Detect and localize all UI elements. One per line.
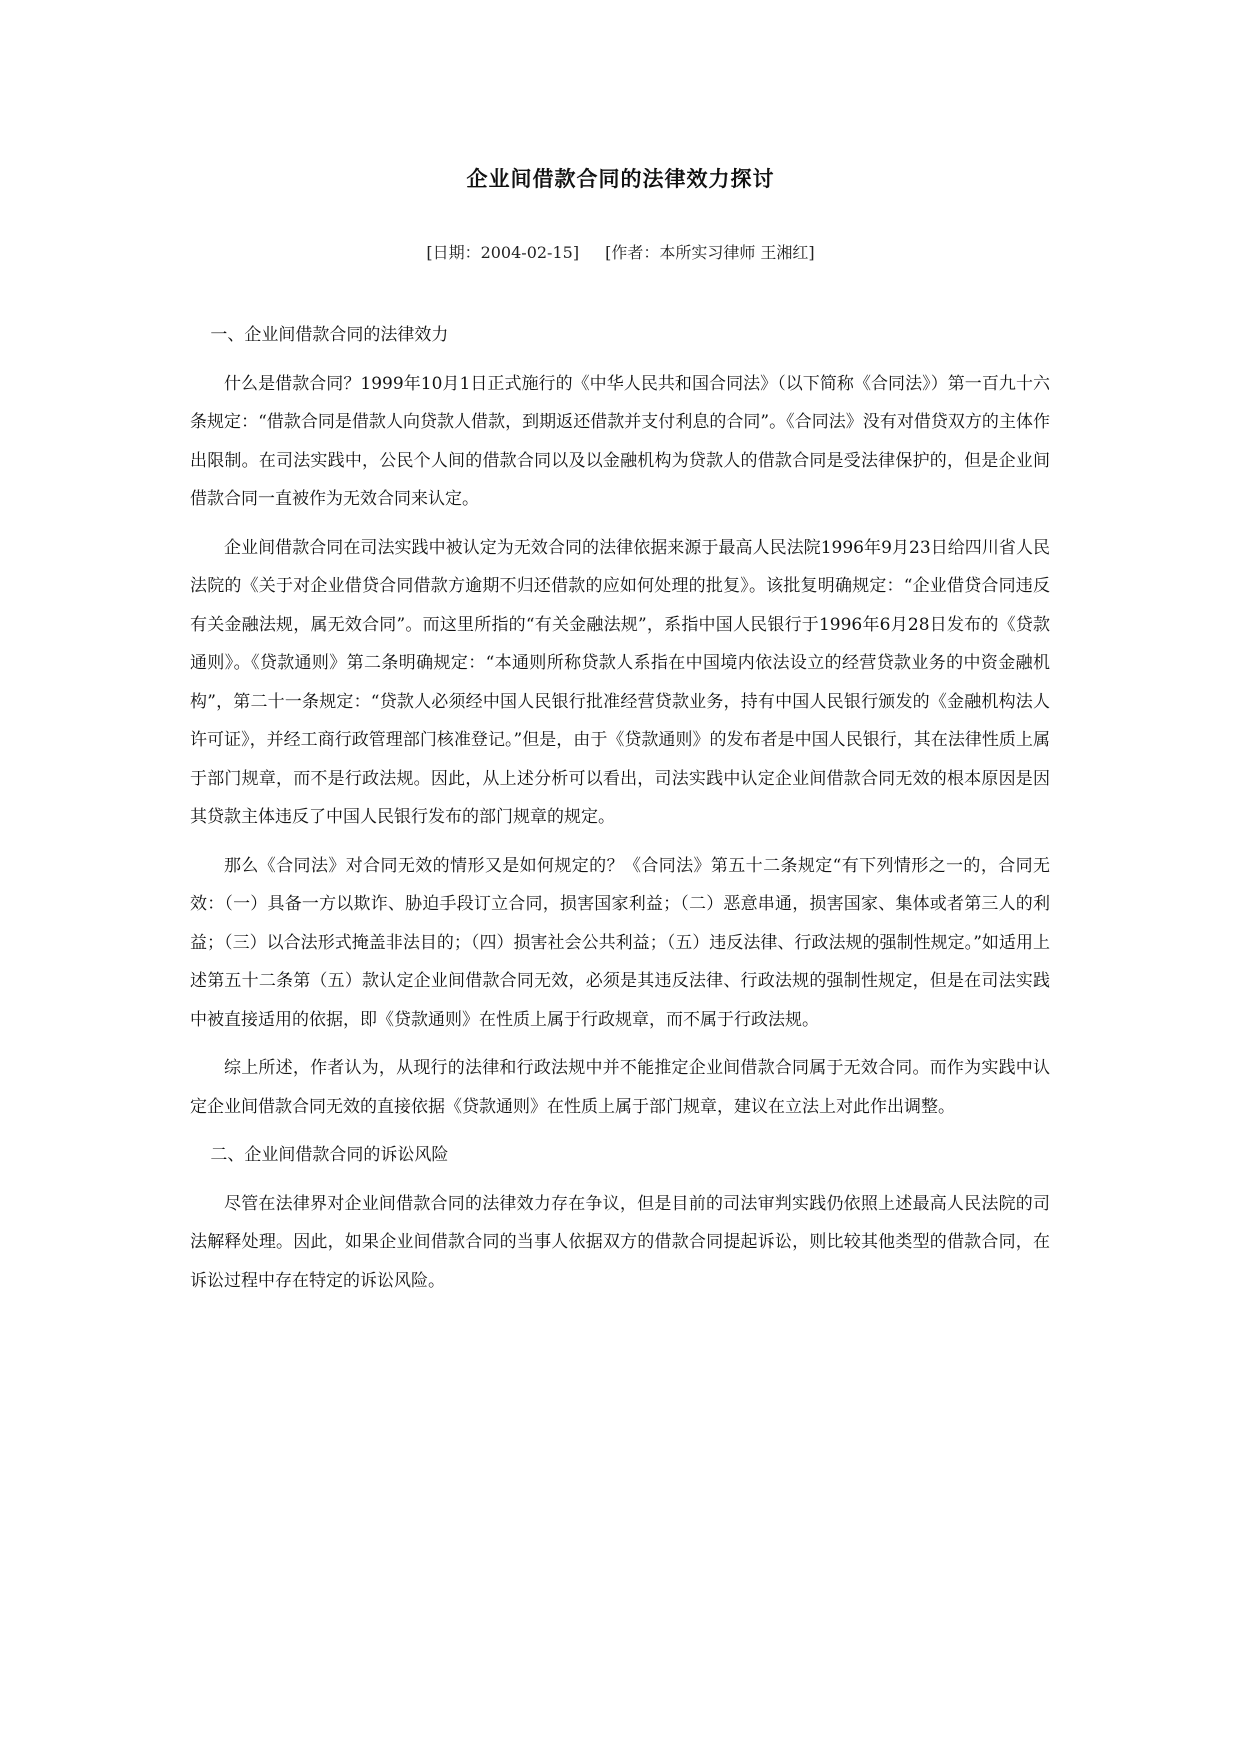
document-meta <box>0 240 1241 263</box>
author-label: [作者：本所实习律师 王湘红] <box>605 243 815 262</box>
document-title: 企业间借款合同的法律效力探讨 <box>466 167 775 191</box>
section-heading: 二、企业间借款合同的诉讼风险 <box>210 1145 449 1165</box>
date-label: [日期：2004-02-15] <box>426 243 580 262</box>
paragraph: 综上所述，作者认为，从现行的法律和行政法规中并不能推定企业间借款合同属于无效合同。而作为实践中认定企业间借款合同无效的直接依据《贷款通则》在性质上属于部门规章，建议在立法上对此作出调整。 <box>190 1058 1050 1117</box>
section-heading: 一、企业间借款合同的法律效力 <box>210 325 449 345</box>
paragraph: 尽管在法律界对企业间借款合同的法律效力存在争议，但是目前的司法审判实践仍依照上述最高人民法院的司法解释处理。因此，如果企业间借款合同的当事人依据双方的借款合同提起诉讼，则比较其他类型的借款合同，在诉讼过程中存在特定的诉讼风险。 <box>190 1193 1050 1291</box>
paragraph: 那么《合同法》对合同无效的情形又是如何规定的？《合同法》第五十二条规定“有下列情形之一的，合同无效：（一）具备一方以欺诈、胁迫手段订立合同，损害国家利益；（二）恶意串通，损害国家、集体或者第三人的利益；（三）以合法形式掩盖非法目的；（四）损害社会公共利益；（五）违反法律、行政法规的强制性规定。”如适用上述第五十二条第（五）款认定企业间借款合同无效，必须是其违反法律、行政法规的强制性规定，但是在司法实践中被直接适用的依据，即《贷款通则》在性质上属于行政规章，而不属于行政法规。 <box>190 855 1050 1030</box>
document-body <box>190 316 1050 1310</box>
paragraph: 企业间借款合同在司法实践中被认定为无效合同的法律依据来源于最高人民法院1996年9月23日给四川省人民法院的《关于对企业借贷合同借款方逾期不归还借款的应如何处理的批复》。该批复明确规定：“企业借贷合同违反有关金融法规，属无效合同”。而这里所指的“有关金融法规”，系指中国人民银行于1996年6月28日发布的《贷款通则》。《贷款通则》第二条明确规定：“本通则所称贷款人系指在中国境内依法设立的经营贷款业务的中资金融机构”，第二十一条规定：“贷款人必须经中国人民银行批准经营贷款业务，持有中国人民银行颁发的《金融机构法人许可证》，并经工商行政管理部门核准登记。”但是，由于《贷款通则》的发布者是中国人民银行，其在法律性质上属于部门规章，而不是行政法规。因此，从上述分析可以看出，司法实践中认定企业间借款合同无效的根本原因是因其贷款主体违反了中国人民银行发布的部门规章的规定。 <box>190 537 1050 827</box>
paragraph: 什么是借款合同？1999年10月1日正式施行的《中华人民共和国合同法》（以下简称《合同法》）第一百九十六条规定：“借款合同是借款人向贷款人借款，到期返还借款并支付利息的合同”。《合同法》没有对借贷双方的主体作出限制。在司法实践中，公民个人间的借款合同以及以金融机构为贷款人的借款合同是受法律保护的，但是企业间借款合同一直被作为无效合同来认定。 <box>190 373 1050 509</box>
